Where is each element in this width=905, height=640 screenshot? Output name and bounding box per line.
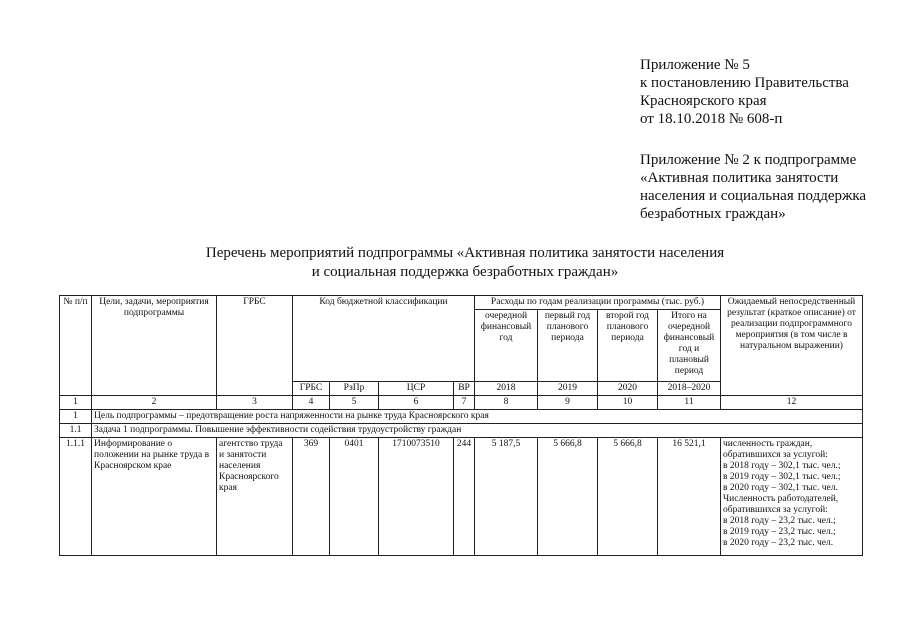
column-number: 2 — [92, 396, 217, 410]
column-number: 6 — [379, 396, 454, 410]
sub-rzpr: РзПр — [330, 382, 379, 396]
header-row — [60, 296, 863, 310]
item-result — [721, 438, 863, 556]
column-number: 11 — [658, 396, 721, 410]
column-number: 3 — [217, 396, 293, 410]
header-goals: Цели, задачи, мероприятия подпрограммы — [92, 296, 217, 396]
result-line: в 2020 году – 302,1 тыс. чел. — [723, 483, 838, 493]
item-num: 1.1.1 — [60, 438, 92, 556]
column-number: 5 — [330, 396, 379, 410]
task-text: Задача 1 подпрограммы. Повышение эффективности содействия трудоустройству граждан — [92, 424, 863, 438]
result-line: в 2020 году – 23,2 тыс. чел. — [723, 538, 834, 548]
column-number: 1 — [60, 396, 92, 410]
header-budget-code: Код бюджетной классификации — [293, 296, 475, 382]
column-number: 9 — [538, 396, 598, 410]
item-2020: 5 666,8 — [598, 438, 658, 556]
item-rzpr: 0401 — [330, 438, 379, 556]
appendix-line: к постановлению Правительства — [640, 75, 849, 91]
column-number: 8 — [475, 396, 538, 410]
task-row — [60, 424, 863, 438]
item-2019: 5 666,8 — [538, 438, 598, 556]
result-line: численность граждан, обратившихся за услугой: — [723, 439, 828, 460]
result-line: в 2018 году – 302,1 тыс. чел.; — [723, 461, 841, 471]
header-num: № п/п — [60, 296, 92, 396]
result-line: в 2018 году – 23,2 тыс. чел.; — [723, 516, 836, 526]
goal-row — [60, 410, 863, 424]
column-number-row — [60, 396, 863, 410]
result-line: в 2019 году – 23,2 тыс. чел.; — [723, 527, 836, 537]
item-csr: 1710073510 — [379, 438, 454, 556]
item-grbs: 369 — [293, 438, 330, 556]
item-total: 16 521,1 — [658, 438, 721, 556]
year-2018: 2018 — [475, 382, 538, 396]
appendix-line: Красноярского края — [640, 93, 767, 109]
item-vr: 244 — [454, 438, 475, 556]
header-expenses: Расходы по годам реализации программы (тыс. руб.) — [475, 296, 721, 310]
appendix-line: населения и социальная поддержка — [640, 188, 867, 204]
sub-grbs: ГРБС — [293, 382, 330, 396]
document-title — [150, 244, 780, 282]
header-second-plan-year: второй год планового периода — [598, 310, 658, 382]
column-number: 12 — [721, 396, 863, 410]
column-number: 7 — [454, 396, 475, 410]
year-2020: 2020 — [598, 382, 658, 396]
appendix-block-2 — [640, 151, 902, 223]
item-2018: 5 187,5 — [475, 438, 538, 556]
appendix-header — [640, 56, 902, 246]
appendix-line: Приложение № 2 к подпрограмме — [640, 152, 857, 168]
year-range: 2018–2020 — [658, 382, 721, 396]
goal-num: 1 — [60, 410, 92, 424]
result-line: Численность работодателей, обратившихся за услугой: — [723, 494, 839, 515]
measures-table — [59, 295, 863, 556]
goal-text: Цель подпрограммы – предотвращение роста напряженности на рынке труда Красноярского края — [92, 410, 863, 424]
table-row — [60, 438, 863, 556]
header-result: Ожидаемый непосредственный результат (краткое описание) от реализации подпрограммного мероприятия (в том числе в натуральном выражении) — [721, 296, 863, 396]
year-2019: 2019 — [538, 382, 598, 396]
sub-vr: ВР — [454, 382, 475, 396]
appendix-line: безработных граждан» — [640, 206, 786, 222]
item-agency: агентство труда и занятости населения Красноярского края — [217, 438, 293, 556]
title-line: Перечень мероприятий подпрограммы «Активная политика занятости населения — [205, 245, 725, 261]
result-line: в 2019 году – 302,1 тыс. чел.; — [723, 472, 841, 482]
header-total: Итого на очередной финансовый год и плановый период — [658, 310, 721, 382]
task-num: 1.1 — [60, 424, 92, 438]
column-number: 10 — [598, 396, 658, 410]
title-line: и социальная поддержка безработных граждан» — [311, 264, 619, 280]
appendix-block-1 — [640, 56, 902, 128]
header-first-plan-year: первый год планового периода — [538, 310, 598, 382]
appendix-line: Приложение № 5 — [640, 57, 750, 73]
appendix-line: от 18.10.2018 № 608-п — [640, 111, 783, 127]
item-name: Информирование о положении на рынке труда в Красноярском крае — [92, 438, 217, 556]
column-number: 4 — [293, 396, 330, 410]
appendix-line: «Активная политика занятости — [640, 170, 839, 186]
sub-csr: ЦСР — [379, 382, 454, 396]
header-current-year: очередной финансовый год — [475, 310, 538, 382]
header-grbs: ГРБС — [217, 296, 293, 396]
